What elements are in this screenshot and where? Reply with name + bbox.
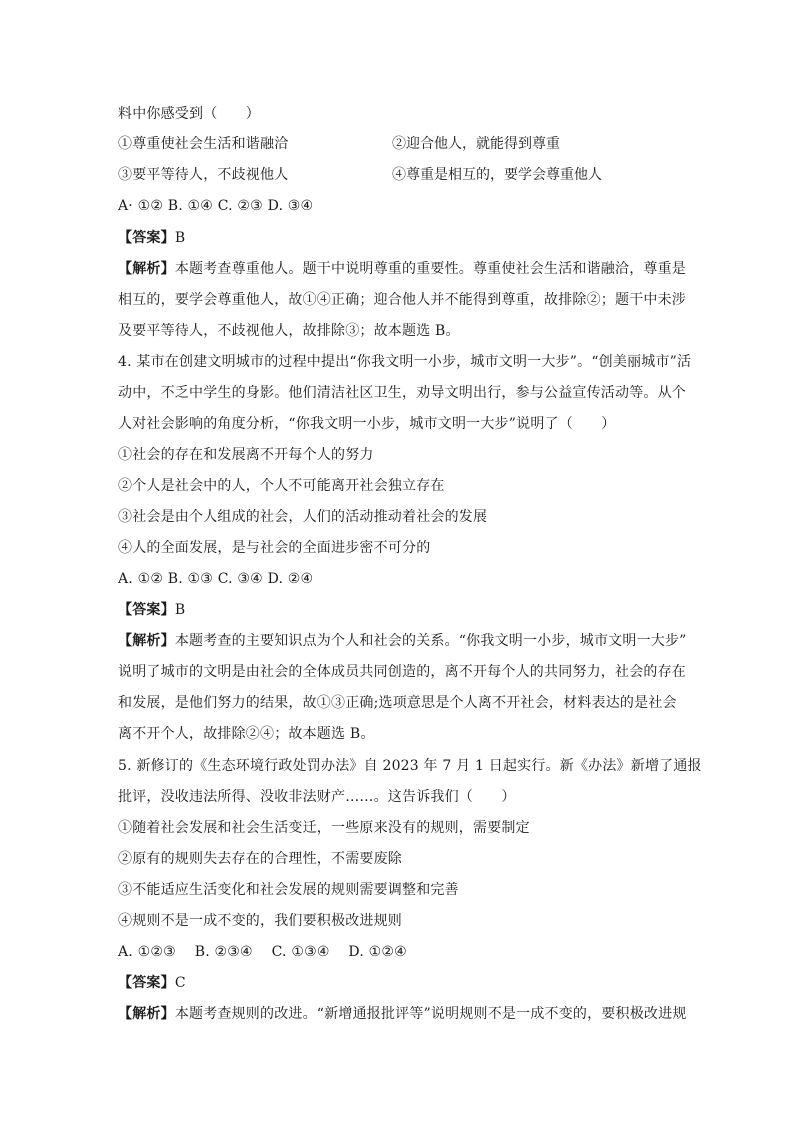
q3-analysis-line-2: 相互的，要学会尊重他人，故①④正确；迎合他人并不能得到尊重，故排除②；题干中未涉	[118, 292, 686, 308]
q4-stem-line-3: 人对社会影响的角度分析，“你我文明一小步，城市文明一大步”说明了（ ）	[118, 416, 616, 432]
answer-label: 【答案】	[118, 230, 175, 246]
q4-analysis-line-1	[118, 631, 687, 651]
q3-option-4: ④尊重是相互的，要学会尊重他人	[392, 167, 602, 183]
q5-option-3: ③不能适应生活变化和社会发展的规则需要调整和完善	[118, 882, 459, 898]
q3-option-1: ①尊重使社会生活和谐融洽	[118, 136, 289, 152]
answer-label: 【答案】	[118, 602, 175, 618]
q4-option-1: ①社会的存在和发展离不开每个人的努力	[118, 447, 374, 463]
q4-stem-line-1: 4. 某市在创建文明城市的过程中提出“你我文明一小步，城市文明一大步”。“创美丽城市”活	[118, 354, 692, 370]
q5-stem-line-2: 批评，没收违法所得、没收非法财产……。这告诉我们（ ）	[118, 789, 516, 805]
answer-value: C	[174, 975, 186, 991]
analysis-text: 本题考查尊重他人。题干中说明尊重的重要性。尊重使社会生活和谐融洽，尊重是	[174, 261, 687, 277]
q4-choices: A. ①② B. ①③ C. ③④ D. ②④	[118, 571, 314, 587]
analysis-label: 【解析】	[118, 633, 175, 649]
q4-stem-line-2: 动中，不乏中学生的身影。他们清洁社区卫生，劝导文明出行，参与公益宣传活动等。从个	[118, 385, 686, 401]
q5-answer	[118, 973, 186, 993]
q3-option-3: ③要平等待人，不歧视他人	[118, 167, 289, 183]
analysis-text: 本题考查规则的改进。“新增通报批评等”说明规则不是一成不变的，要积极改进规	[174, 1006, 687, 1022]
q3-analysis-line-1	[118, 259, 686, 279]
q5-option-4: ④规则不是一成不变的，我们要积极改进规则	[118, 913, 402, 929]
q4-option-3: ③社会是由个人组成的社会，人们的活动推动着社会的发展	[118, 509, 488, 525]
q3-choices: A· ①② B. ①④ C. ②③ D. ③④	[118, 198, 314, 214]
q3-answer	[118, 228, 185, 248]
answer-value: B	[174, 230, 186, 246]
q4-answer	[118, 600, 185, 620]
answer-label: 【答案】	[118, 975, 175, 991]
q3-option-2: ②迎合他人，就能得到尊重	[392, 136, 560, 152]
q5-option-2: ②原有的规则失去存在的合理性，不需要废除	[118, 851, 402, 867]
q4-option-4: ④人的全面发展，是与社会的全面进步密不可分的	[118, 540, 431, 556]
q3-stem-tail: 料中你感受到（ ）	[118, 106, 260, 122]
q4-analysis-line-4: 离不开个人，故排除②④；故本题选 B。	[118, 726, 375, 742]
q5-stem-line-1: 5. 新修订的《生态环境行政处罚办法》自 2023 年 7 月 1 日起实行。新《办法》新增了通报	[118, 758, 702, 774]
analysis-label: 【解析】	[118, 1006, 175, 1022]
q5-choices: A. ①②③ B. ②③④ C. ①③④ D. ①②④	[118, 944, 407, 960]
q4-analysis-line-2: 说明了城市的文明是由社会的全体成员共同创造的，离不开每个人的共同努力，社会的存在	[118, 664, 686, 680]
analysis-text: 本题考查的主要知识点为个人和社会的关系。“你我文明一小步，城市文明一大步”	[174, 633, 687, 649]
answer-value: B	[174, 602, 186, 618]
q3-analysis-line-3: 及要平等待人，不歧视他人，故排除③；故本题选 B。	[118, 323, 460, 339]
analysis-label: 【解析】	[118, 261, 175, 277]
q4-analysis-line-3: 和发展，是他们努力的结果，故①③正确;选项意思是个人离不开社会，材料表达的是社会	[118, 695, 677, 711]
q5-option-1: ①随着社会发展和社会生活变迁，一些原来没有的规则，需要制定	[118, 820, 530, 836]
q5-analysis-line-1	[118, 1004, 687, 1024]
q4-option-2: ②个人是社会中的人，个人不可能离开社会独立存在	[118, 478, 445, 494]
